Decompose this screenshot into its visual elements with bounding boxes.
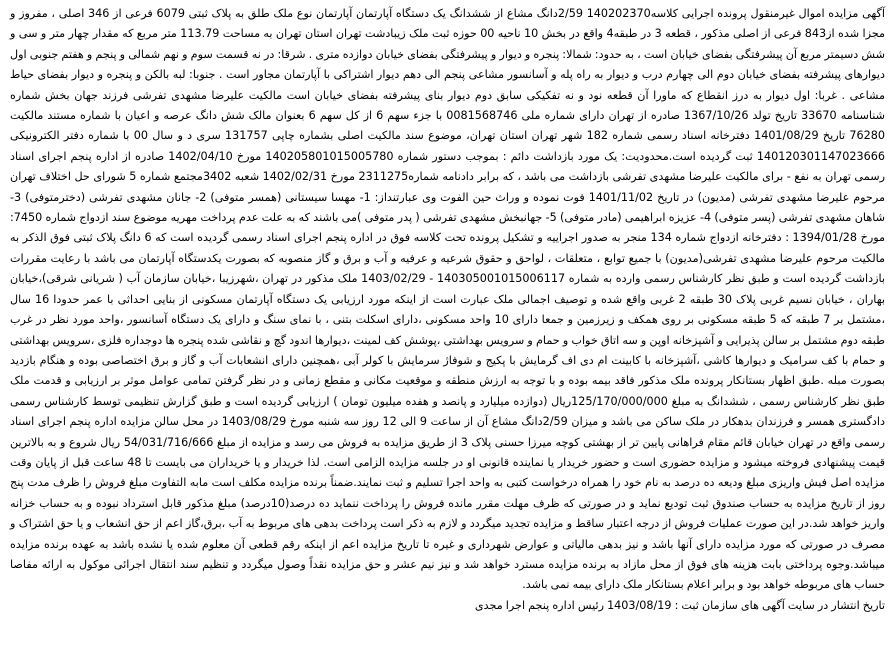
notice-body: آگهی مزایده اموال غیرمنقول پرونده اجرایی کلاسه140202370 2/59دانگ مشاع از ششدانگ یک دستگاه آپارتمان آپارتمان نوع ملک طلق به پلاک ثبتی 6079 فرعی از 346 اصلی ، مفروز و مجزا شده از843 فرعی از اصلی مذکور ، قطعه 3 در طبقه4 واقع در بخش 10 ناحیه 00 حوزه ثبت ملک زیبادشت تهران استان تهران به مساحت 113.79 متر مربع که مقدار چهار متر و سی و شش دسیمتر مربع آن پیشرفتگی بفضای خیابان است ، به حدود: شمالا: پنجره و دیوار و پیشرفتگی بفضای خیابان دوازده متری . شرقا: در نه قسمت سوم و نهم شمالی و پنجم و هفتم جنوبی اول دیوارهای پیشرفته بفضای خیابان دوم الی چهارم درب و دیوار به راه پله و آسانسور مشاعی پنجم الی دهم دیوار اشتراکی با آپارتمان مجاور است . جنوبا: لبه بالکن و پنجره و دیوار بفضای حیاط مشاعی . غربا: اول دیوار به درز انقطاع که ماورا آن قطعه نود و نه تفکیکی سابق دوم دیوار بنای پیشرفته بفضای خیابان است مالکیت علیرضا مشهدی تفرشی فرزند جهان بخش شماره شناسنامه 33670 تاریخ تولد 1367/10/26 صادره از تهران دارای شماره ملی 0081568746 با جزء سهم 6 از کل سهم 6 بعنوان مالک شش دانگ عرصه و اعیان با شماره مستند مالکیت 76280 تاریخ 1401/08/29 دفترخانه اسناد رسمی شماره 182 شهر تهران استان تهران، موضوع سند مالکیت اصلی بشماره چاپی 131757 سری د و سال 00 با شماره دفتر الکترونیکی 140120301147023666 ثبت گردیده است.محدودیت: یک مورد بازداشت دائم : بموجب دستور شماره 140205801015005780 مورخ 1402/04/10 صادره از اداره پنجم اجرای اسناد رسمی تهران به نفع - برای مالکیت علیرضا مشهدی تفرشی بازداشت می باشد ، که برابر دادنامه شماره2311275 مورخ 1402/02/31 شعبه 3402مجتمع شماره 5 شورای حل اختلاف تهران مرحوم علیرضا مشهدی تفرشی (مدیون) در تاریخ 1401/11/02 فوت نموده و وراث حین الفوت وی عبارتنداز: 1- مهسا سیستانی (همسر متوفی) 2- جانان مشهدی تفرشی (دخترمتوفی) 3- شاهان مشهدی تفرشی (پسر متوفی) 4- عزیزه ابراهیمی (مادر متوفی) 5- جهانبخش مشهدی تفرشی ( پدر متوفی )می باشند که به علت عدم پرداخت مهریه موضوع سند ازدواج شماره 7450: مورخ 1394/01/28 : دفترخانه ازدواج شماره 134 منجر به صدور اجراییه و تشکیل پرونده تحت کلاسه فوق در اداره پنجم اجرای اسناد رسمی گردیده است که 6 دانگ پلاک ثبتی فوق الذکر به مالکیت مرحوم علیرضا مشهدی تفرشی(مدیون) با جمیع توابع ، متعلقات ، لواحق و حقوق شرعیه و عرفیه و آب و برق و گاز منصوبه که بصورت یکدستگاه آپارتمان می باشد با رعایت مقررات بازداشت گردیده است و طبق نظر کارشناس رسمی وارده به شماره 140305001015006117 - 1403/02/29 ملک مذکور در تهران ،شهرزیبا ،خیابان سازمان آب ( شریانی شرقی)،خیابان بهاران ، خیابان نسیم غربی پلاک 30 طبقه 2 غربی واقع شده و توصیف اجمالی ملک عبارت است از اینکه مورد ارزیابی یک دستگاه آپارتمان مسکونی از بنایی احداثی با عمر حدودا 16 سال ،مشتمل بر 7 طبقه که 5 طبقه مسکونی بر روی همکف و زیرزمین و جمعا دارای 10 واحد مسکونی ،دارای اسکلت بتنی ، با نمای سنگ و دارای یک دستگاه آسانسور ،واحد مورد نظر در غرب طبقه دوم مشتمل بر سالن پذیرایی و آشپزخانه اوپن و سه اتاق خواب و حمام و سرویس بهداشتی ،پوشش کف لمینت ،دیوارها اندود گچ و نقاشی شده پنجره ها دوجداره فلزی ،سرویس بهداشتی و حمام با کف سرامیک و دیوارها کاشی ،آشپزخانه با کابینت ام دی اف گرمایش با پکیج و شوفاژ سرمایش با کولر آبی ،همچنین دارای انشعابات آب و گاز و برق اختصاصی بوده و هنگام بازدید بصورت مبله .طبق اظهار بستانکار پرونده ملک مذکور فاقد بیمه بوده و با توجه به ارزش منطقه و موقعیت مکانی و مقطع زمانی و در نظر گرفتن تمامی عوامل موثر بر ارزیابی و قدمت ملک طبق نظر کارشناس رسمی ، ششدانگ به مبلغ 125/170/000/000ریال (دوازده میلیارد و پانصد و هفده میلیون تومان ) ارزیابی گردیده است و طبق گزارش تنظیمی توسط کارشناس رسمی دادگستری همسر و فرزندان بدهکار در ملک ساکن می باشد و میزان 2/59دانگ مشاع آن از ساعت 9 الی 12 روز سه شنبه مورخ 1403/08/29 در محل سالن مزایده اداره پنجم اجرای اسناد رسمی واقع در تهران خیابان قائم مقام فراهانی پایین تر از بهشتی کوچه میرزا حسنی پلاک 3 از طریق مزایده به فروش می رسد و مزایده از مبلغ 54/031/716/666 ریال شروع و به بالاترین قیمت پیشنهادی فروخته میشود و مزایده حضوری است و حضور خریدار یا نماینده قانونی او در جلسه مزایده الزامی است. لذا خریدار و یا خریداران می بایست تا 48 ساعت قبل از پایان وقت مزایده اصل فیش واریزی مبلغ ودیعه ده درصد به نام خود را همراه درخواست کتبی به واحد اجرا تسلیم و ثبت نمایند.ضمناً برنده مزایده مکلف است مابه التفاوت مبلغ فروش را ظرف مدت پنج روز از تاریخ مزایده به حساب صندوق ثبت تودیع نماید و در صورتی که ظرف مهلت مقرر مانده فروش را پرداخت ننماید ده درصد(10درصد) مبلغ مذکور قابل استرداد نبوده و به حساب خزانه واریز خواهد شد.در این صورت عملیات فروش از درجه اعتبار ساقط و مزایده تجدید میگردد و لازم به ذکر است پرداخت بدهی های مربوط به آب ،برق،گاز اعم از حق انشعاب و یا حق اشتراک و مصرف در صورتی که مورد مزایده دارای آنها باشد و نیز بدهی مالیاتی و عوارض شهرداری و غیره تا تاریخ مزایده اعم از اینکه رقم قطعی آن معلوم شده یا نشده باشد به عهده برنده مزایده میباشد.وجوه پرداختی بابت هزینه های فوق از محل مازاد به برنده مزایده مسترد خواهد شد و نیز نیم عشر و حق مزایده نقداً وصول میگردد و تنظیم سند انتقال اجرائی موکول به ارائه مفاصا حساب های مربوطه خواهد بود و برابر اعلام بستانکار ملک دارای بیمه نمی باشد. — [10, 7, 886, 592]
notice-footer: تاریخ انتشار در سایت آگهی های سازمان ثبت : 1403/08/19 رئیس اداره پنجم اجرا مجدی — [474, 598, 885, 612]
